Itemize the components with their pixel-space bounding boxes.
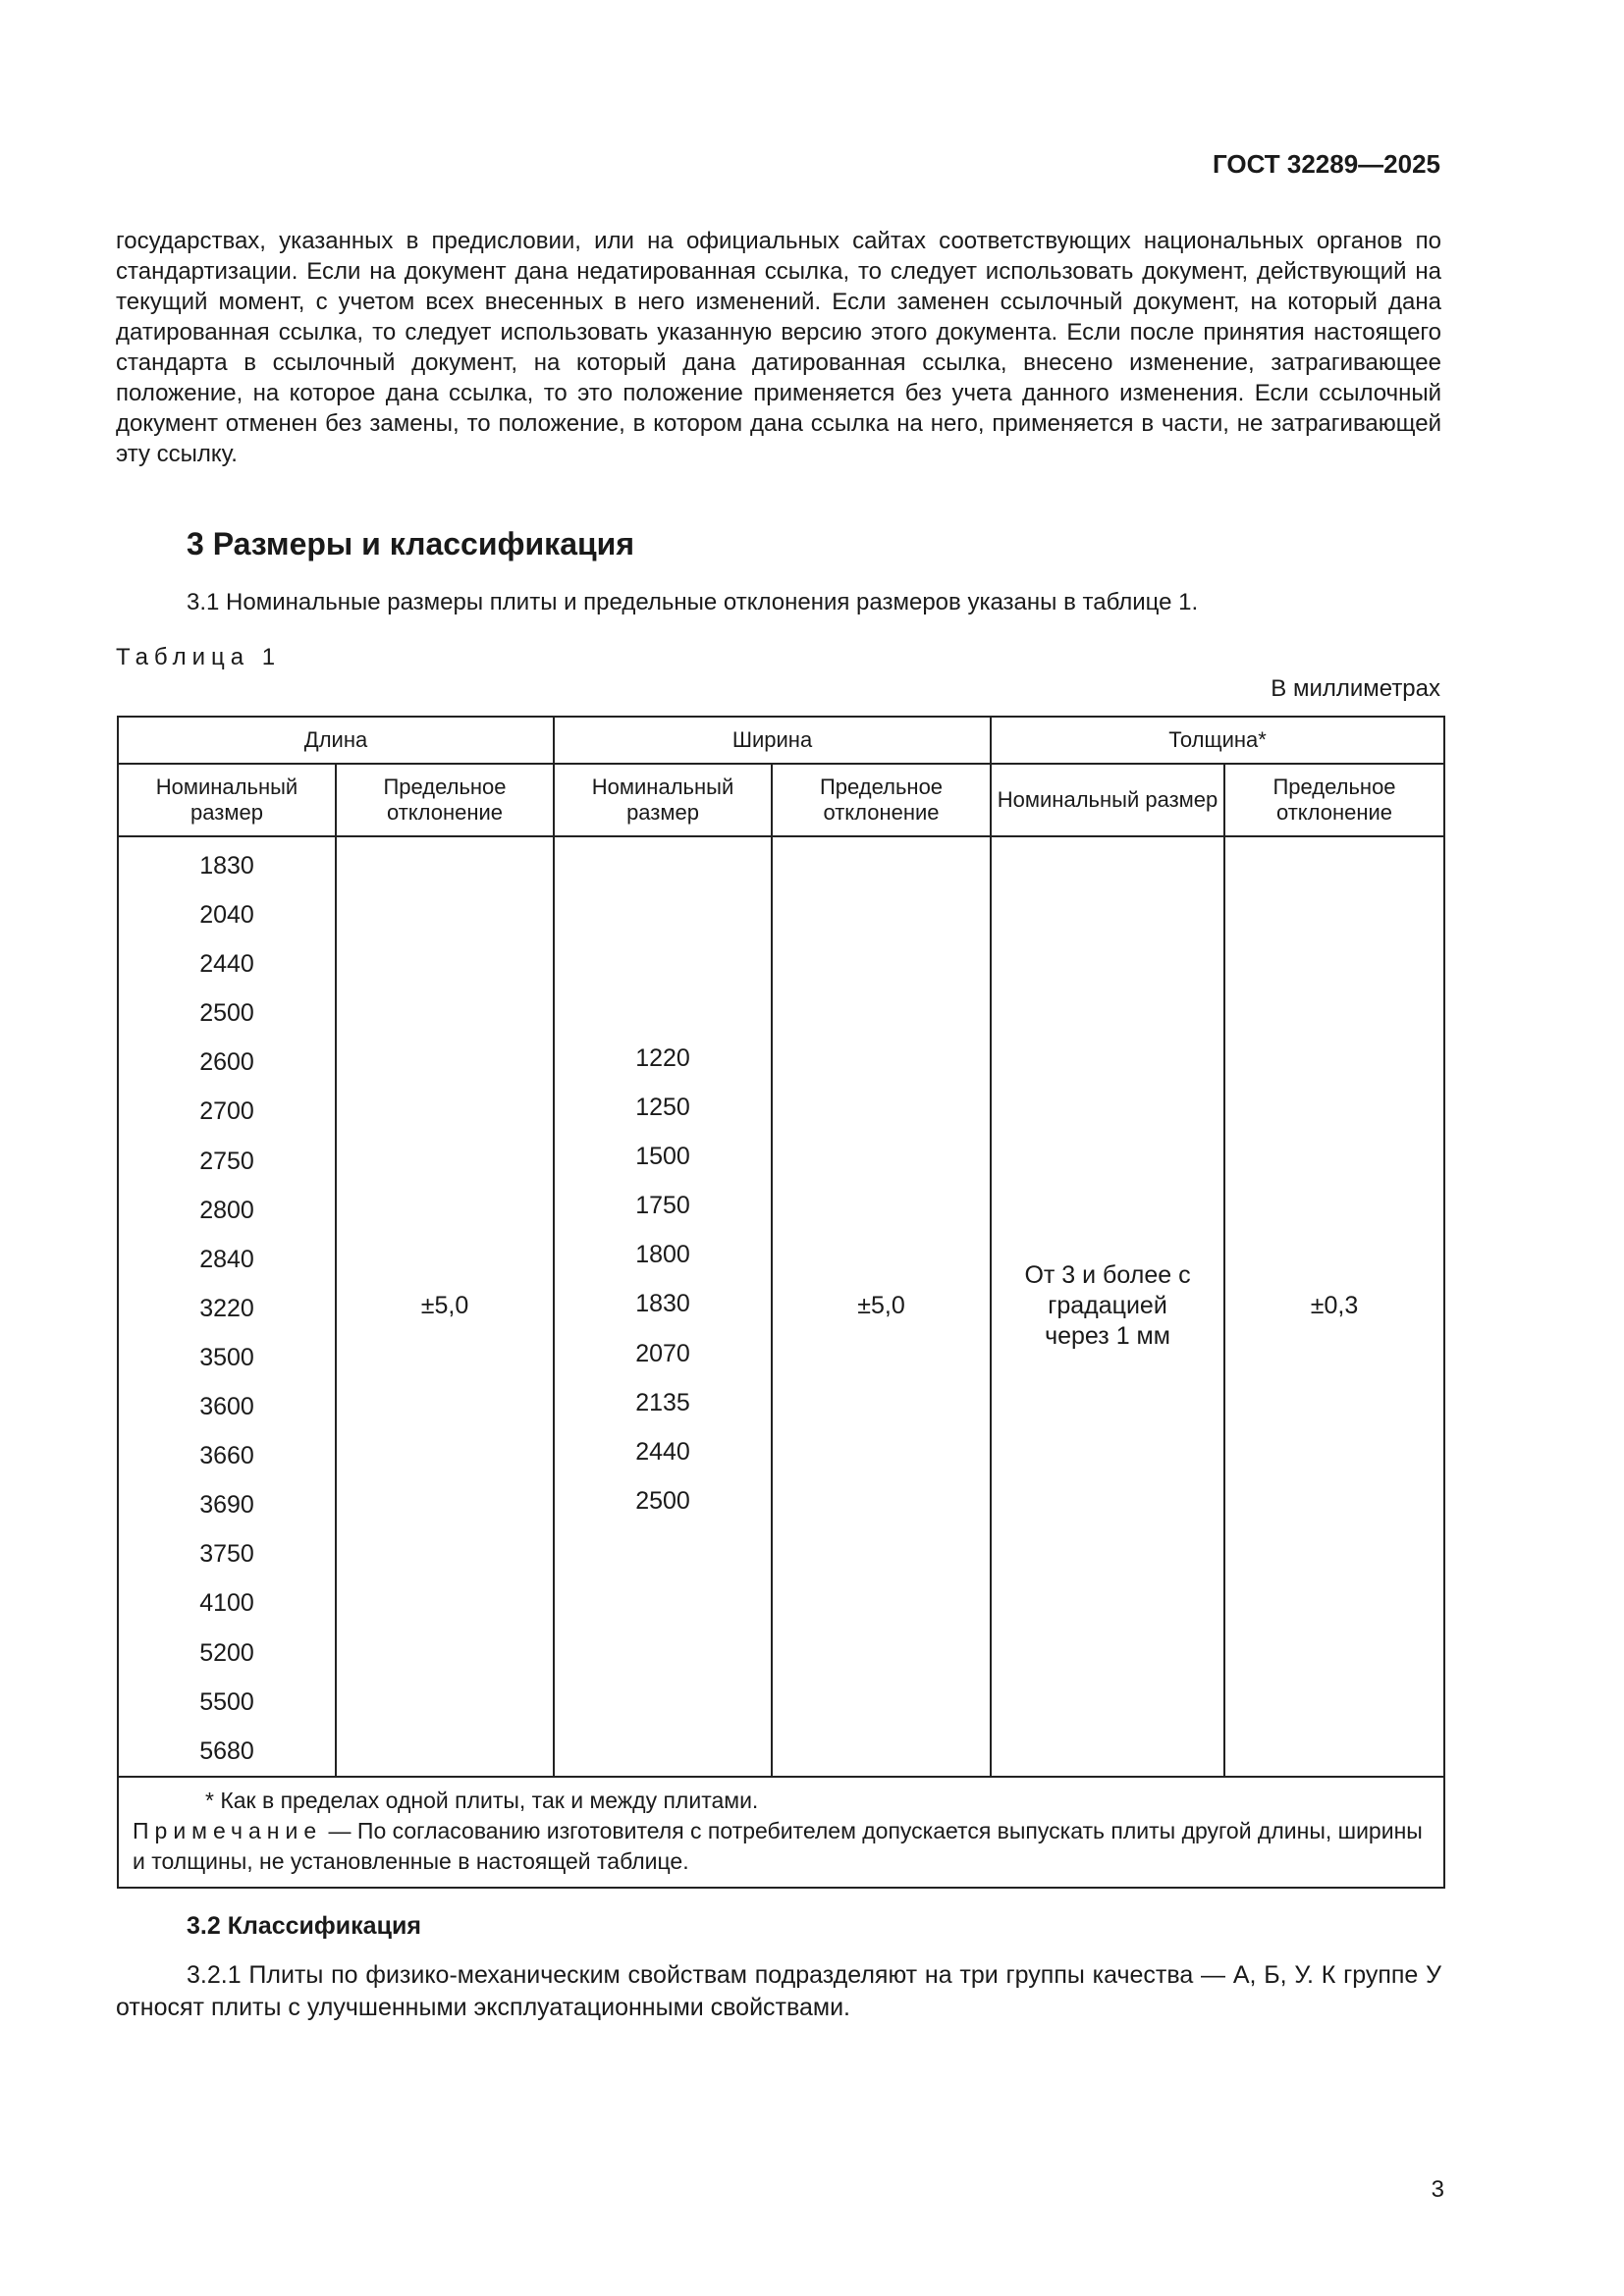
length-value: 2440 — [199, 950, 254, 979]
width-value: 2440 — [635, 1437, 690, 1466]
length-value: 4100 — [199, 1589, 254, 1618]
thickness-nominal-text: От 3 и более с градацией через 1 мм — [1024, 1261, 1191, 1351]
length-value: 3500 — [199, 1343, 254, 1371]
table-notes — [118, 1777, 1444, 1888]
length-value: 2700 — [199, 1097, 254, 1126]
header-length-deviation: Предельное отклонение — [336, 764, 554, 836]
width-values-list — [555, 1034, 771, 1525]
width-value: 2135 — [635, 1388, 690, 1416]
table-sub-header — [118, 764, 1444, 836]
header-width: Ширина — [554, 717, 991, 764]
width-nominal-cell — [554, 836, 772, 1777]
header-thickness-nominal: Номинальный размер — [991, 764, 1224, 836]
header-length-nominal: Номинальный размер — [118, 764, 336, 836]
width-value: 1250 — [635, 1094, 690, 1122]
paragraph-3-1: 3.1 Номинальные размеры плиты и предельные отклонения размеров указаны в таблице 1. — [187, 589, 1199, 615]
length-value: 2800 — [199, 1196, 254, 1224]
dimensions-table — [117, 716, 1445, 1889]
table-note — [133, 1816, 1430, 1877]
length-value: 2500 — [199, 999, 254, 1028]
length-value: 2840 — [199, 1245, 254, 1273]
width-value: 1800 — [635, 1241, 690, 1269]
page-number: 3 — [1431, 2176, 1444, 2203]
length-value: 5200 — [199, 1638, 254, 1667]
length-value: 2750 — [199, 1147, 254, 1175]
length-value: 3600 — [199, 1393, 254, 1421]
width-deviation-cell: ±5,0 — [772, 836, 991, 1777]
length-nominal-cell — [118, 836, 336, 1777]
length-value: 2040 — [199, 901, 254, 930]
section-title: 3 Размеры и классификация — [187, 526, 634, 561]
width-value: 1830 — [635, 1290, 690, 1318]
length-values-list — [119, 837, 335, 1776]
header-thickness: Толщина* — [991, 717, 1444, 764]
length-value: 2600 — [199, 1048, 254, 1077]
header-length: Длина — [118, 717, 554, 764]
note-label: Примечание — [133, 1817, 323, 1843]
length-value: 5680 — [199, 1736, 254, 1765]
intro-paragraph: государствах, указанных в предисловии, или на официальных сайтах соответствующих национальных органов по стандартизации. Если на документ дана недатированная ссылка, то следует использовать документ, действующий на текущий момент, с учетом всех внесенных в него изменений. Если заменен ссылочный документ, на который дана датированная ссылка, то следует использовать указанную версию этого документа. Если после принятия настоящего стандарта в ссылочный документ, на который дана датированная ссылка, внесено изменение, затрагивающее положение, на которое дана ссылка, то это положение применяется без учета данного изменения. Если ссылочный документ отменен без замены, то положение, в котором дана ссылка на него, применяется в части, не затрагивающей эту ссылку. — [116, 228, 1441, 467]
table-group-header — [118, 717, 1444, 764]
thickness-deviation-cell: ±0,3 — [1224, 836, 1444, 1777]
length-value: 3750 — [199, 1540, 254, 1569]
width-value: 2070 — [635, 1339, 690, 1367]
table-body-row — [118, 836, 1444, 1777]
width-value: 1500 — [635, 1143, 690, 1171]
table-footnote: * Как в пределах одной плиты, так и между плитами. — [205, 1787, 759, 1813]
note-text: — По согласованию изготовителя с потребителем допускается выпускать плиты другой длины, ширины и толщины, не установленные в настоящей таблице. — [133, 1817, 1423, 1874]
thickness-nominal-cell — [991, 836, 1224, 1777]
length-value: 3690 — [199, 1491, 254, 1520]
length-value: 3660 — [199, 1442, 254, 1470]
subsection-title: 3.2 Классификация — [187, 1912, 421, 1940]
length-value: 3220 — [199, 1294, 254, 1322]
document-code: ГОСТ 32289—2025 — [1213, 149, 1440, 179]
table-unit: В миллиметрах — [1271, 675, 1440, 702]
width-value: 1220 — [635, 1044, 690, 1072]
header-thickness-deviation: Предельное отклонение — [1224, 764, 1444, 836]
table-notes-row — [118, 1777, 1444, 1888]
header-width-deviation: Предельное отклонение — [772, 764, 991, 836]
width-value: 2500 — [635, 1486, 690, 1515]
table-caption: Таблица 1 — [116, 644, 282, 670]
length-deviation-cell: ±5,0 — [336, 836, 554, 1777]
width-value: 1750 — [635, 1192, 690, 1220]
length-value: 1830 — [199, 852, 254, 880]
header-width-nominal: Номинальный размер — [554, 764, 772, 836]
length-value: 5500 — [199, 1687, 254, 1716]
paragraph-3-2-1: 3.2.1 Плиты по физико-механическим свойствам подразделяют на три группы качества — А, Б, У. К группе У относят плиты с улучшенными эксплуатационными свойствами. — [116, 1961, 1441, 2021]
